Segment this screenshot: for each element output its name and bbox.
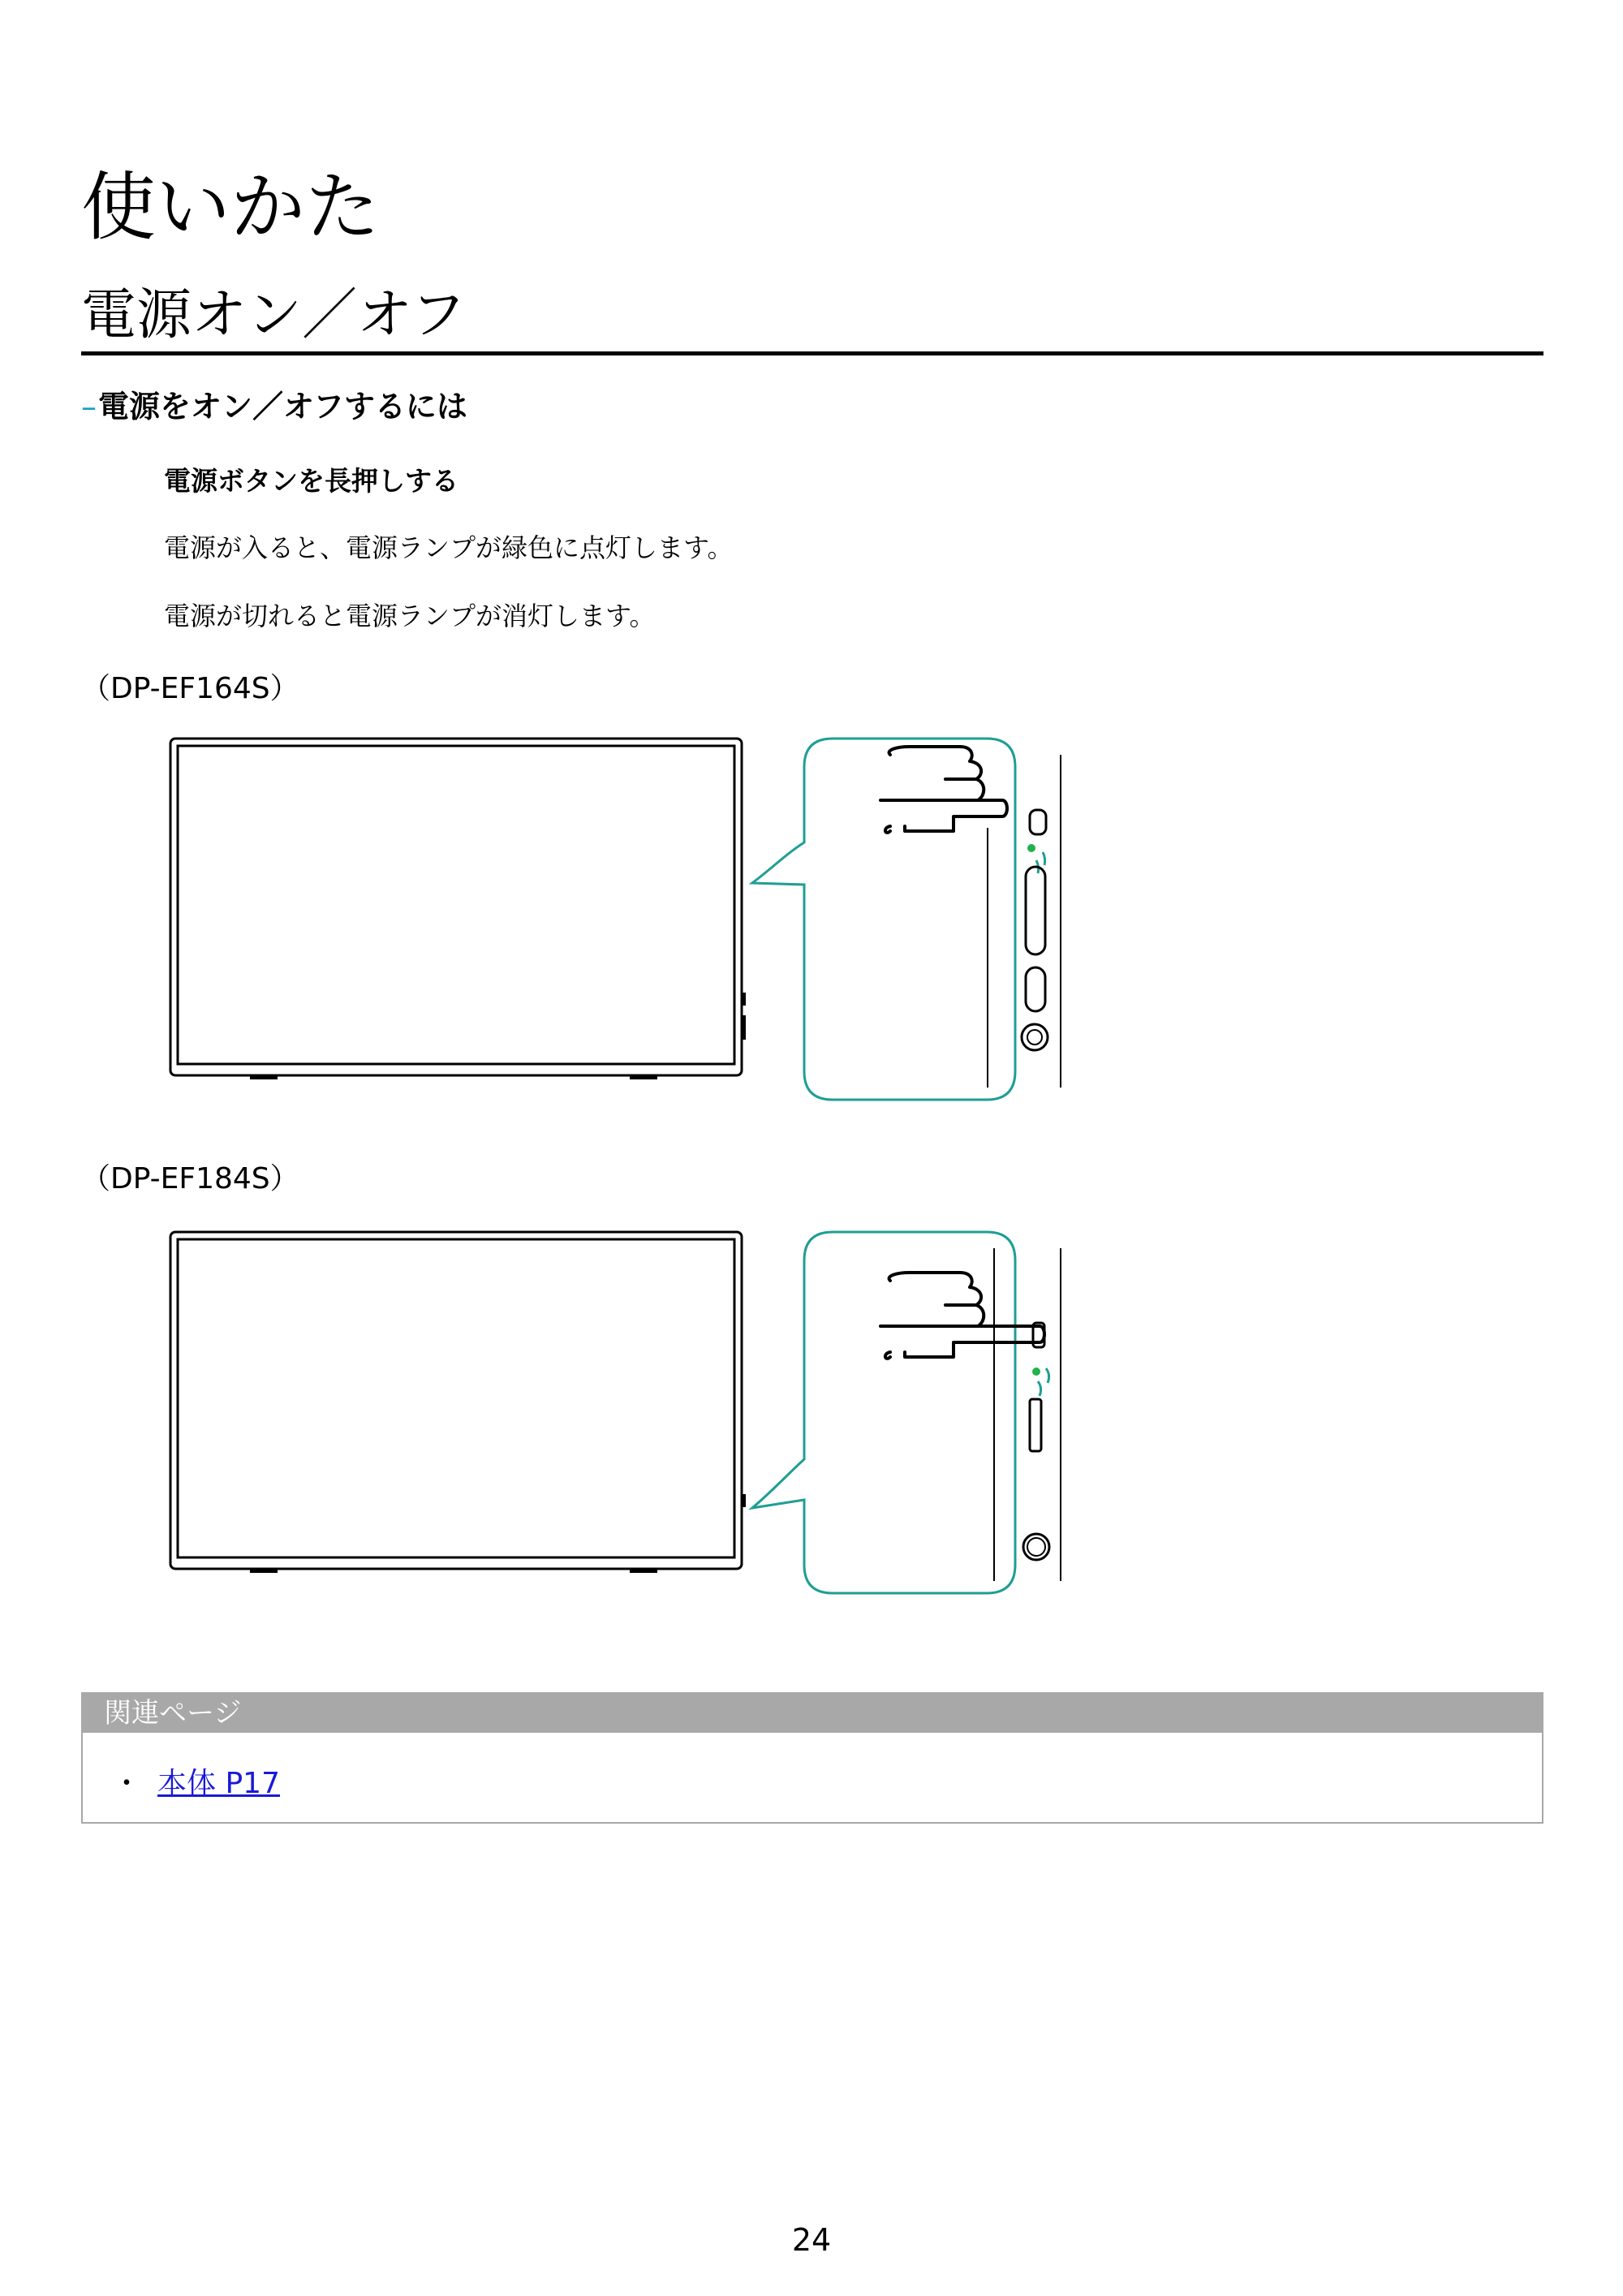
monitor-illustration [169,1230,745,1575]
power-button-callout [751,1232,1083,1597]
related-link-main-unit[interactable]: 本体 P17 [157,1767,280,1800]
hand-press-icon [880,1273,1044,1359]
subsection-dash: – [81,389,97,424]
power-lamp-icon [1032,1368,1049,1396]
related-pages-header: 関連ページ [83,1694,1542,1733]
related-pages-box [81,1692,1543,1824]
related-list-item [112,1760,280,1802]
monitor-illustration [169,737,745,1082]
section-title: 電源オン／オフ [81,283,466,347]
figure-label-ef184s: （DP-EF184S） [81,1162,299,1195]
step-heading: 電源ボタンを長押しする [164,465,458,497]
hand-press-icon [880,747,1007,833]
bullet: ・ [112,1767,142,1800]
subsection-title: 電源をオン／オフするには [98,389,467,424]
step-text-power-off: 電源が切れると電源ランプが消灯します。 [164,601,656,631]
chapter-title: 使いかた [81,164,381,251]
section-divider [81,351,1543,355]
figure-label-ef164s: （DP-EF164S） [81,672,299,705]
step-text-power-on: 電源が入ると、電源ランプが緑色に点灯します。 [164,532,734,563]
subsection-heading [81,381,467,426]
power-button-callout [751,739,1083,1104]
page-number: 24 [791,2222,832,2258]
